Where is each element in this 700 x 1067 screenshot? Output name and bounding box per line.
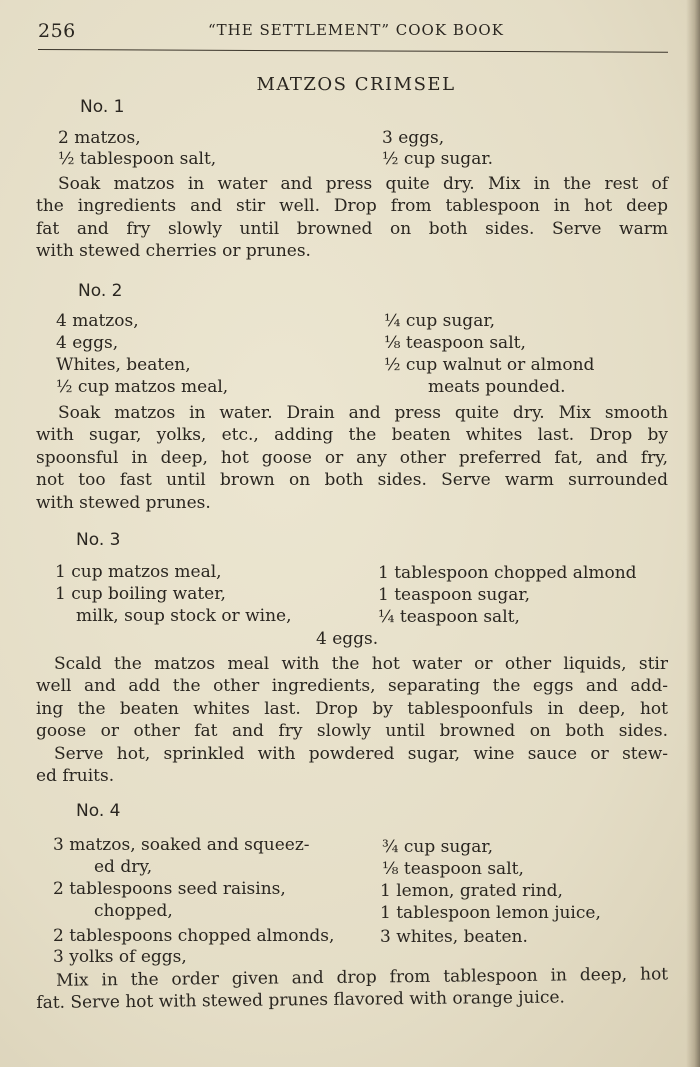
- directions-line: Serve hot, sprinkled with powdered sugar, wine sauce or stew-: [54, 743, 668, 764]
- ingredient: 3 matzos, soaked and squeez-: [53, 835, 310, 855]
- ingredient: 1 cup boiling water,: [55, 584, 226, 604]
- directions-2: [36, 402, 668, 514]
- directions-line: Scald the matzos meal with the hot water or other liquids, stir: [54, 654, 668, 674]
- directions-line: Soak matzos in water and press quite dry. Mix in the rest of: [58, 174, 668, 194]
- ingredient: ¼ cup sugar,: [384, 311, 495, 331]
- directions-line: spoonsful in deep, hot goose or any other preferred fat, and fry,: [36, 447, 668, 468]
- ingredient: ⅛ teaspoon salt,: [382, 859, 524, 879]
- ingredient: 4 eggs.: [316, 629, 379, 649]
- directions-line: goose or other fat and fry slowly until browned on both sides.: [36, 721, 668, 742]
- directions-line: with sugar, yolks, etc., adding the beaten whites last. Drop by: [36, 425, 668, 446]
- directions-line: Soak matzos in water. Drain and press quite dry. Mix smooth: [58, 403, 668, 423]
- ingredient: 3 whites, beaten.: [380, 927, 528, 947]
- ingredient: ⅛ teaspoon salt,: [384, 333, 526, 353]
- ingredient: 1 teaspoon sugar,: [378, 585, 531, 605]
- ingredient: 1 tablespoon chopped almond: [378, 563, 637, 583]
- ingredient: 4 matzos,: [56, 311, 139, 331]
- section-heading-4: No. 4: [76, 801, 121, 821]
- ingredient: meats pounded.: [428, 377, 566, 397]
- ingredient: Whites, beaten,: [56, 355, 191, 375]
- page-number: 256: [38, 20, 76, 42]
- ingredient: 2 tablespoons seed raisins,: [53, 879, 286, 899]
- directions-line: ing the beaten whites last. Drop by tablespoonfuls in deep, hot: [36, 698, 668, 719]
- directions-line: ed fruits.: [36, 766, 115, 787]
- ingredient: ed dry,: [94, 857, 153, 877]
- header-rule: [38, 49, 668, 53]
- ingredient: 2 tablespoons chopped almonds,: [53, 926, 335, 946]
- section-heading-3: No. 3: [76, 530, 121, 550]
- directions-line: with stewed prunes.: [36, 492, 211, 513]
- section-heading-2: No. 2: [78, 281, 123, 301]
- ingredient: ½ tablespoon salt,: [58, 149, 217, 169]
- ingredient: 1 tablespoon lemon juice,: [380, 903, 601, 923]
- ingredient: ½ cup walnut or almond: [384, 355, 595, 375]
- recipe-title: MATZOS CRIMSEL: [256, 74, 456, 95]
- ingredient: ½ cup sugar.: [382, 149, 493, 169]
- page-gutter-shadow: [686, 0, 700, 1067]
- section-heading-1: No. 1: [80, 97, 125, 117]
- ingredient: 2 matzos,: [58, 128, 141, 148]
- ingredient: ¼ teaspoon salt,: [378, 607, 520, 627]
- ingredient: 1 cup matzos meal,: [55, 562, 222, 582]
- ingredient: 3 eggs,: [382, 128, 445, 148]
- ingredient: milk, soup stock or wine,: [76, 606, 292, 626]
- directions-line: the ingredients and stir well. Drop from tablespoon in hot deep: [36, 196, 668, 217]
- directions-4: [36, 963, 668, 1014]
- ingredient: 3 yolks of eggs,: [53, 947, 187, 967]
- directions-line: fat and fry slowly until browned on both sides. Serve warm: [36, 218, 668, 239]
- directions-line: not too fast until brown on both sides. Serve warm surrounded: [36, 470, 668, 491]
- running-title: “THE SETTLEMENT” COOK BOOK: [208, 21, 504, 39]
- ingredient: ½ cup matzos meal,: [56, 377, 229, 397]
- directions-3: [36, 653, 668, 787]
- ingredient: ¾ cup sugar,: [382, 837, 493, 857]
- directions-1: [36, 173, 668, 263]
- directions-line: with stewed cherries or prunes.: [36, 241, 311, 262]
- directions-line: Mix in the order given and drop from tablespoon in deep, hot: [56, 964, 669, 991]
- ingredient: chopped,: [94, 901, 173, 921]
- directions-line: fat. Serve hot with stewed prunes flavored with orange juice.: [36, 987, 565, 1014]
- directions-line: well and add the other ingredients, separating the eggs and add-: [36, 676, 668, 697]
- ingredient: 4 eggs,: [56, 333, 119, 353]
- ingredient: 1 lemon, grated rind,: [380, 881, 563, 901]
